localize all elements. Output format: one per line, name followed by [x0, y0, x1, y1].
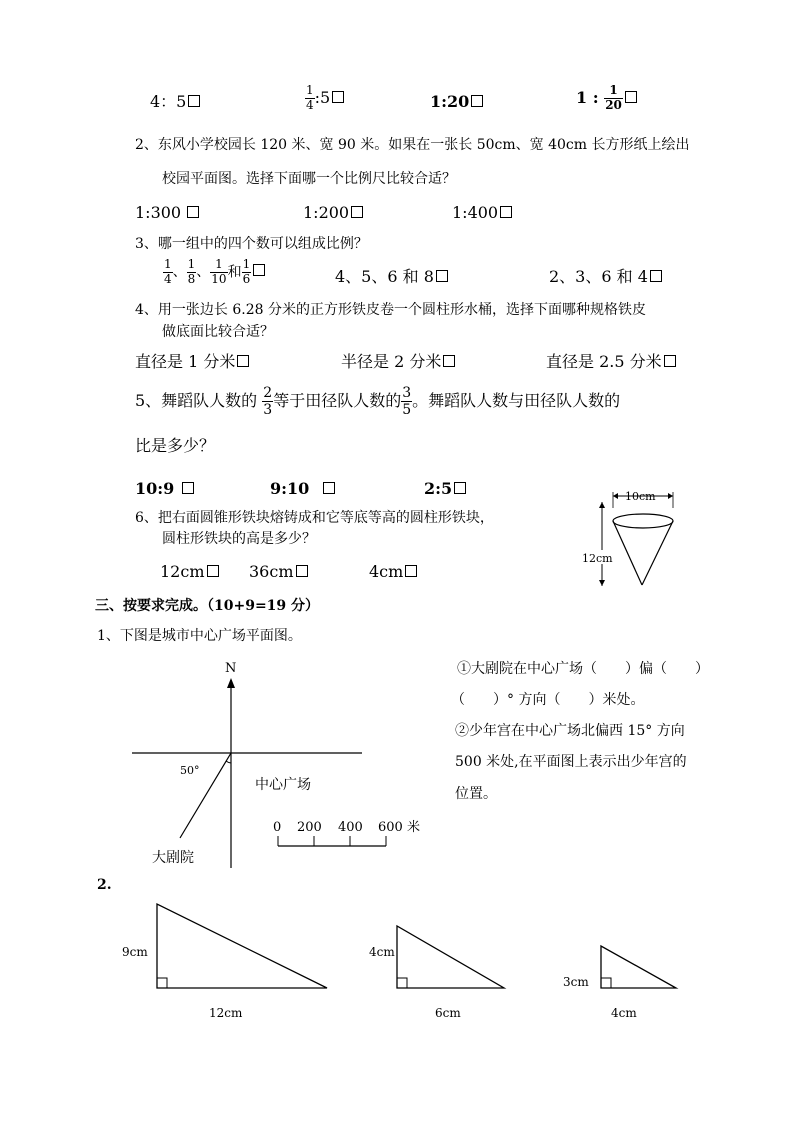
- section3-item2: 2.: [97, 877, 112, 893]
- q3-option-a: $\frac{1}{4}$ 、 $\frac{1}{8}$ 、 $\frac{1}{10}$ 和 $\frac{1}{6}$: [163, 258, 265, 287]
- q5-option-b: 9:10: [270, 479, 335, 498]
- triangle-3-height: 3cm: [563, 975, 589, 989]
- triangle-3-base: 4cm: [611, 1006, 637, 1020]
- triangle-1-base: 12cm: [209, 1006, 243, 1020]
- map-question-b-line3: 位置。: [455, 786, 497, 802]
- q2-option-c: 1:400: [452, 203, 512, 222]
- checkbox[interactable]: [650, 270, 662, 282]
- q5-option-c: 2:5: [424, 479, 466, 498]
- checkbox[interactable]: [253, 264, 265, 276]
- checkbox[interactable]: [182, 482, 194, 494]
- section-heading: 三、按要求完成。（10+9=19 分）: [95, 598, 320, 614]
- checkbox[interactable]: [351, 206, 363, 218]
- right-triangles: [120, 900, 690, 1025]
- q3-option-c: 2、3、6 和 4: [549, 267, 662, 286]
- checkbox[interactable]: [454, 482, 466, 494]
- q5-line1: 5、舞蹈队人数的 $\frac{2}{3}$ 等于田径队人数的 $\frac{3}{5}$ 。舞蹈队人数与田径队人数的: [135, 385, 621, 419]
- checkbox[interactable]: [500, 206, 512, 218]
- q3-text: 3、哪一组中的四个数可以组成比例？: [135, 236, 368, 252]
- q4-option-b: 半径是 2 分米: [341, 352, 455, 371]
- q4-line2: 做底面比较合适？: [162, 324, 274, 340]
- triangle-2-height: 4cm: [369, 945, 395, 959]
- q1-option-c: 1:20: [430, 92, 483, 111]
- q2-option-b: 1:200: [303, 203, 363, 222]
- right-angle-mark: [601, 978, 611, 988]
- center-square-label: 中心广场: [255, 777, 311, 793]
- q4-option-c: 直径是 2.5 分米: [546, 352, 676, 371]
- map-question-b-line1: ②少年宫在中心广场北偏西 15° 方向: [455, 723, 685, 739]
- north-label: N: [225, 661, 237, 676]
- checkbox[interactable]: [664, 355, 676, 367]
- checkbox[interactable]: [323, 482, 335, 494]
- q3-option-b: 4、5、6 和 8: [335, 267, 448, 286]
- angle-label: 50°: [180, 764, 200, 777]
- checkbox[interactable]: [405, 565, 417, 577]
- triangle-2: [369, 926, 504, 1020]
- q1-option-d: 1 : $\frac{1}{20}$: [576, 84, 637, 113]
- q4-option-a: 直径是 1 分米: [135, 352, 249, 371]
- fraction: $\frac{1}{4}$: [306, 83, 314, 112]
- q4-line1: 4、用一张边长 6.28 分米的正方形铁皮卷一个圆柱形水桶，选择下面哪种规格铁皮: [135, 302, 646, 318]
- q2-option-a: 1:300: [135, 203, 199, 222]
- checkbox[interactable]: [188, 95, 200, 107]
- checkbox[interactable]: [187, 206, 199, 218]
- checkbox[interactable]: [332, 91, 344, 103]
- checkbox[interactable]: [443, 355, 455, 367]
- fraction: $\frac{1}{20}$: [605, 83, 622, 112]
- q2-line1: 2、东风小学校园长 120 米、宽 90 米。如果在一张长 50cm、宽 40cm 长方形纸上绘出: [135, 137, 690, 153]
- scale-label-600: 600 米: [378, 820, 420, 835]
- right-angle-mark: [157, 978, 167, 988]
- map-question-a-line2: （ ）° 方向（ ）米处。: [451, 692, 645, 708]
- angle-arc: [226, 761, 231, 763]
- q6-option-b: 36cm: [249, 562, 308, 581]
- map-question-a-line1: ①大剧院在中心广场（ ）偏（ ）: [457, 661, 709, 677]
- cone-figure: [578, 488, 688, 588]
- checkbox[interactable]: [625, 91, 637, 103]
- triangle-1-height: 9cm: [122, 945, 148, 959]
- q1-option-b: $\frac{1}{4}$ :5: [305, 84, 344, 113]
- q1-option-a: 4：5: [150, 92, 200, 111]
- cone-diameter-label: 10cm: [625, 490, 656, 503]
- scale-label-400: 400: [338, 820, 363, 835]
- theater-label: 大剧院: [152, 850, 194, 866]
- triangle-2-base: 6cm: [435, 1006, 461, 1020]
- checkbox[interactable]: [296, 565, 308, 577]
- checkbox[interactable]: [471, 95, 483, 107]
- checkbox[interactable]: [207, 565, 219, 577]
- triangle-1: [122, 904, 327, 1020]
- q6-option-a: 12cm: [160, 562, 219, 581]
- scale-label-200: 200: [297, 820, 322, 835]
- q6-option-c: 4cm: [369, 562, 417, 581]
- right-angle-mark: [397, 978, 407, 988]
- q5-option-a: 10:9: [135, 479, 194, 498]
- checkbox[interactable]: [436, 270, 448, 282]
- cone-base: [613, 514, 673, 528]
- map-question-b-line2: 500 米处,在平面图上表示出少年宫的: [455, 754, 687, 770]
- section3-item1: 1、下图是城市中心广场平面图。: [97, 628, 302, 644]
- square-map: [130, 660, 430, 872]
- north-arrow-icon: [227, 678, 235, 688]
- checkbox[interactable]: [237, 355, 249, 367]
- q5-line2: 比是多少？: [135, 436, 216, 455]
- q6-line2: 圆柱形铁块的高是多少？: [162, 531, 316, 547]
- triangle-3: [563, 946, 676, 1020]
- q2-line2: 校园平面图。选择下面哪一个比例尺比较合适？: [162, 171, 456, 187]
- cone-height-label: 12cm: [582, 552, 613, 565]
- scale-label-0: 0: [273, 820, 282, 835]
- q6-line1: 6、把右面圆锥形铁块熔铸成和它等底等高的圆柱形铁块，: [135, 510, 494, 526]
